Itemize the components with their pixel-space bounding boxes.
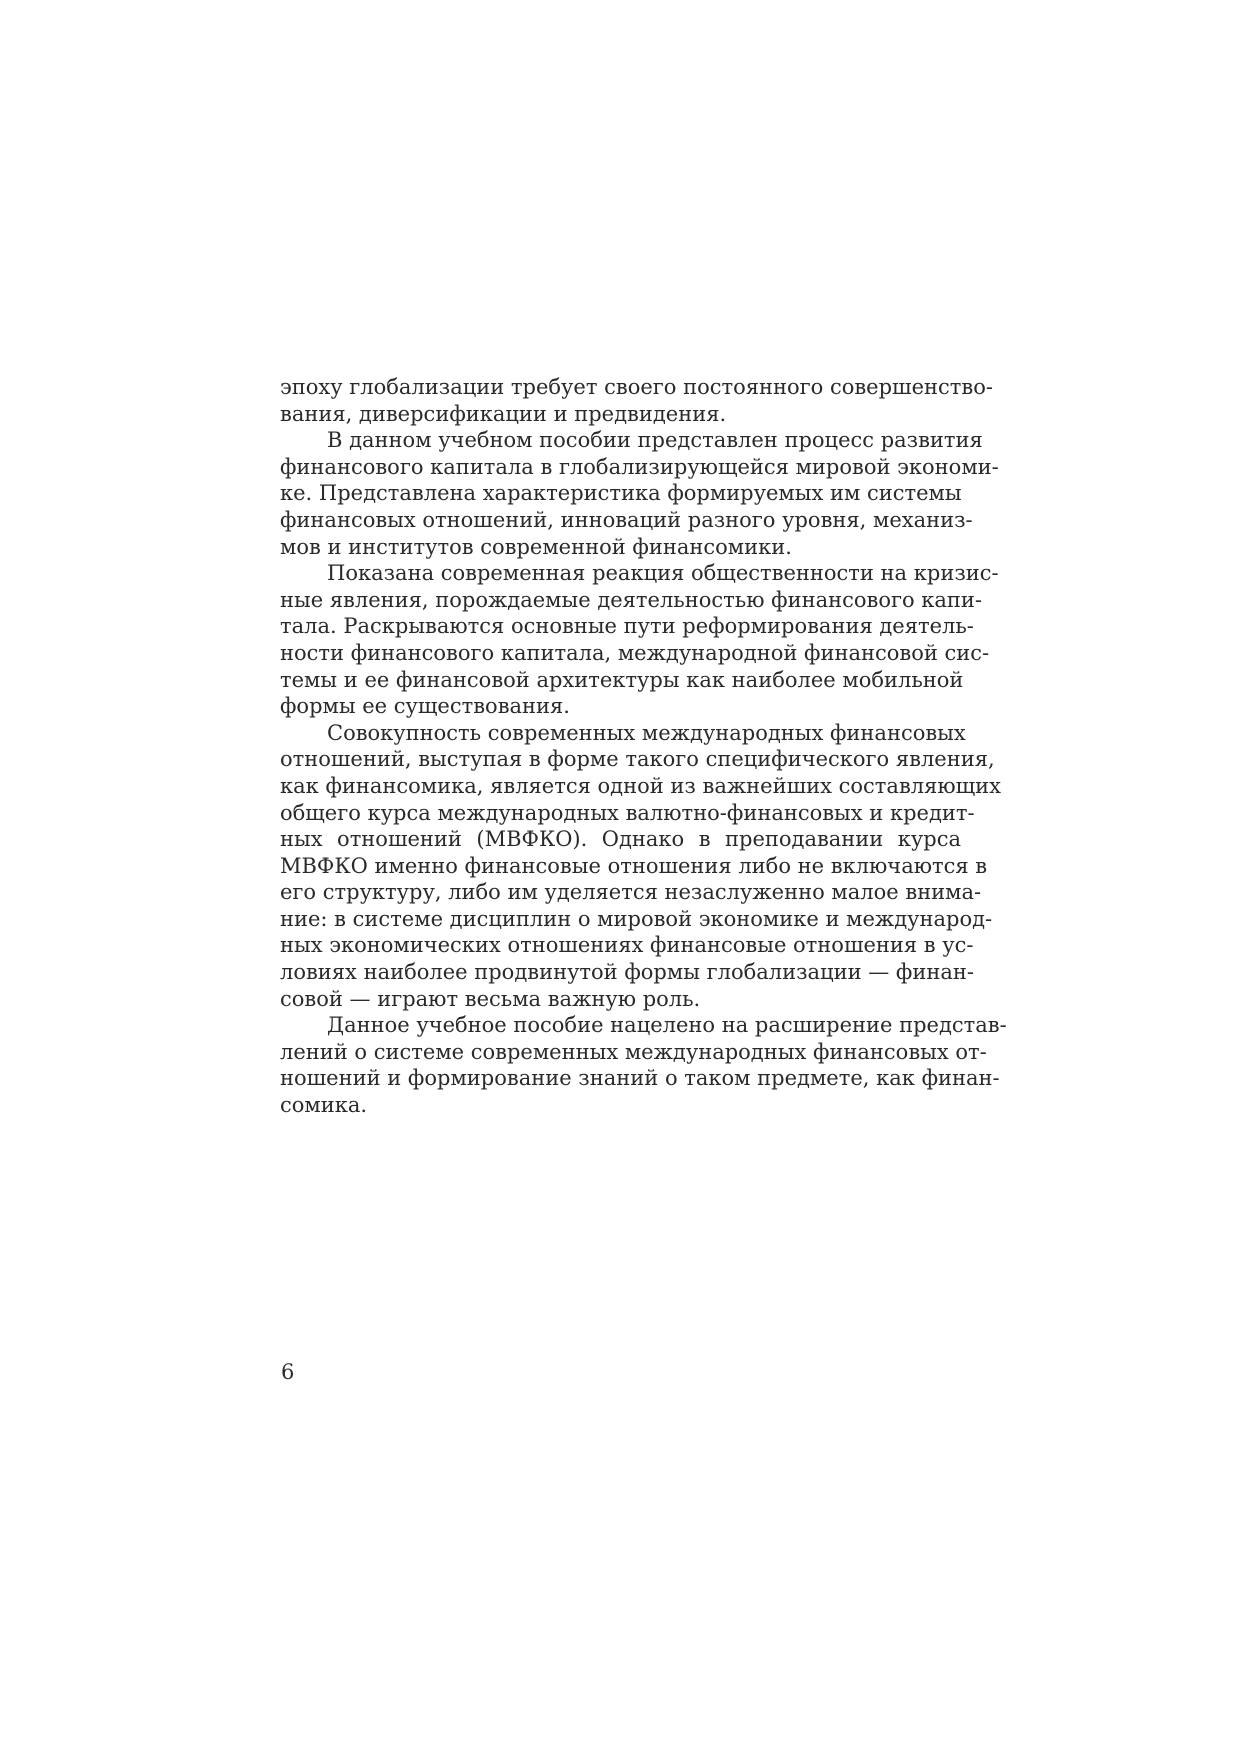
text-line: ке. Представлена характеристика формируемых им системы: [280, 481, 962, 506]
text-line: сомика.: [280, 1093, 368, 1118]
text-line: лений о системе современных международных финансовых от-: [280, 1039, 987, 1064]
text-line: финансового капитала в глобализирующейся мировой экономи-: [280, 454, 999, 479]
body-text: [280, 374, 1007, 1119]
text-line: совой — играют весьма важную роль.: [280, 986, 701, 1011]
text-line: финансовых отношений, инноваций разного уровня, механиз-: [280, 507, 973, 532]
text-line: Показана современная реакция общественности на кризис-: [327, 561, 999, 586]
text-line: тала. Раскрываются основные пути реформирования деятель-: [280, 614, 974, 639]
page-number: 6: [281, 1360, 295, 1384]
text-line: МВФКО именно финансовые отношения либо не включаются в: [280, 853, 988, 878]
text-line: Совокупность современных международных финансовых: [327, 720, 966, 745]
text-line: ных отношений (МВФКО). Однако в преподавании курса: [280, 827, 961, 852]
text-line: Данное учебное пособие нацелено на расширение представ-: [327, 1013, 1007, 1038]
text-line: эпоху глобализации требует своего постоянного совершенство-: [280, 375, 993, 399]
text-line: темы и ее финансовой архитектуры как наиболее мобильной: [280, 667, 964, 692]
text-line: ние: в системе дисциплин о мировой экономике и международ-: [280, 906, 993, 931]
text-line: мов и институтов современной финансомики.: [280, 534, 792, 559]
text-line: ных экономических отношениях финансовые отношения в ус-: [280, 933, 974, 958]
text-line: отношений, выступая в форме такого специфического явления,: [280, 747, 995, 772]
text-line: В данном учебном пособии представлен процесс развития: [327, 428, 983, 453]
text-line: ношений и формирование знаний о таком предмете, как финан-: [280, 1066, 1000, 1091]
text-line: ности финансового капитала, международной финансовой сис-: [280, 640, 990, 665]
text-line: ловиях наиболее продвинутой формы глобализации — финан-: [280, 960, 974, 985]
text-line: ные явления, порождаемые деятельностью финансового капи-: [280, 587, 983, 612]
text-line: формы ее существования.: [280, 694, 570, 719]
text-line: как финансомика, является одной из важнейших составляющих: [280, 773, 1002, 798]
text-line: его структуру, либо им уделяется незаслуженно малое внима-: [280, 880, 982, 905]
text-line: общего курса международных валютно-финансовых и кредит-: [280, 800, 975, 825]
text-line: вания, диверсификации и предвидения.: [280, 401, 727, 426]
